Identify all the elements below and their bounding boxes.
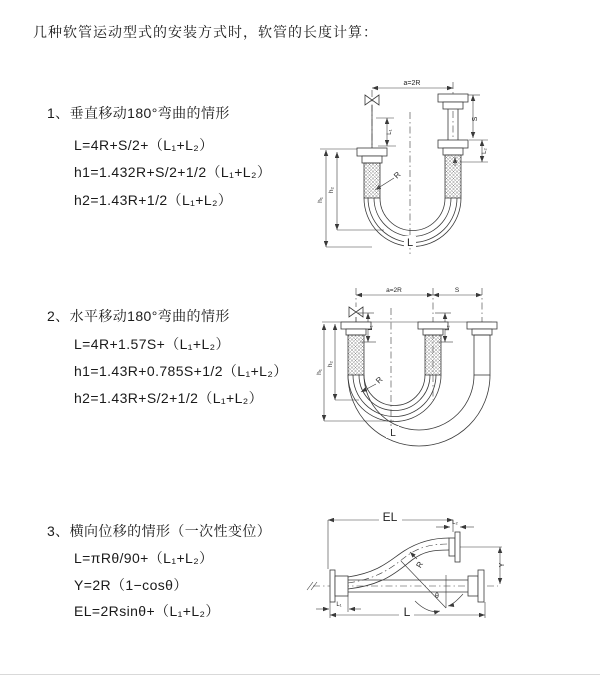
right-hose-moved-position [474,335,490,375]
section-2-formula-h1: h1=1.43R+0.785S+1/2（L₁+L₂） [74,363,288,379]
right-pipe-fittings [438,94,468,155]
middle-flange [418,322,448,335]
section-2-formula-h2: h2=1.43R+S/2+1/2（L₁+L₂） [74,390,264,406]
section-1-heading: 1、垂直移动180°弯曲的情形 [47,105,230,121]
diagram-vertical-180-bend [310,70,600,260]
dim-label-l1: L₁ [368,325,374,331]
diagram-horizontal-180-bend [310,280,600,455]
dim-label-l2: L₂ [452,520,458,526]
dim-label-y: Y [499,562,506,568]
dim-label-a2r: a=2R [403,80,421,87]
centerlines [372,82,453,256]
left-flange [357,148,387,163]
section-1-formula-h1: h1=1.432R+S/2+1/2（L₁+L₂） [74,164,272,180]
radius-label-r: R [414,559,426,570]
dimension-lines [320,88,488,247]
dim-label-l2: L₂ [445,325,451,331]
section-3-heading: 3、横向位移的情形（一次性变位） [47,523,272,539]
dim-label-h2: h₂ [327,360,334,368]
section-3-formula-L: L=πRθ/90+（L₁+L₂） [74,550,214,566]
diagram-lateral-displacement [300,498,600,653]
dim-label-el: EL [382,510,398,524]
right-braided-hose [445,155,461,198]
section-2-formula-L: L=4R+1.57S+（L₁+L₂） [74,336,230,352]
dim-label-l1: L₁ [336,602,342,608]
dim-label-l1: L₁ [387,129,393,135]
dim-label-a2r: a=2R [386,287,402,294]
middle-braided-hose [425,335,441,375]
left-flange [330,570,348,602]
dim-label-h1: h₁ [316,369,323,375]
hose-assembly [357,94,468,246]
hose-assembly [341,307,497,446]
section-3-formula-EL: EL=2Rsinθ+（L₁+L₂） [74,603,220,619]
u-bend-arcs [348,375,490,446]
section-2-heading: 2、水平移动180°弯曲的情形 [47,308,230,324]
length-label-l: L [403,605,411,619]
right-flange [468,570,484,602]
upper-flange [449,532,460,562]
valve-icon [365,95,379,148]
radius-label-r: R [374,375,385,386]
dim-label-s: S [454,287,460,294]
s-curve-hose [348,538,449,589]
right-flange [467,322,497,335]
left-braided-hose [364,163,380,198]
angle-label-theta: θ [435,593,439,600]
valve-icon [349,307,363,322]
left-braided-hose [348,335,364,375]
dim-label-h1: h₁ [317,197,324,203]
length-label-l: L [390,428,396,439]
dim-label-h2: h₂ [328,186,335,194]
dimension-lines [322,295,492,421]
dim-label-s: S [472,116,479,122]
radius-label-r: R [392,170,403,181]
section-1-formula-L: L=4R+S/2+（L₁+L₂） [74,137,214,153]
dim-label-l2: L₂ [482,148,488,154]
section-3-formula-Y: Y=2R（1−cosθ） [74,577,188,593]
length-label-l: L [406,237,414,249]
left-flange [341,322,371,335]
section-1-formula-h2: h2=1.43R+1/2（L₁+L₂） [74,192,233,208]
hose-centerline [348,544,449,583]
page-title: 几种软管运动型式的安装方式时，软管的长度计算： [33,24,378,40]
